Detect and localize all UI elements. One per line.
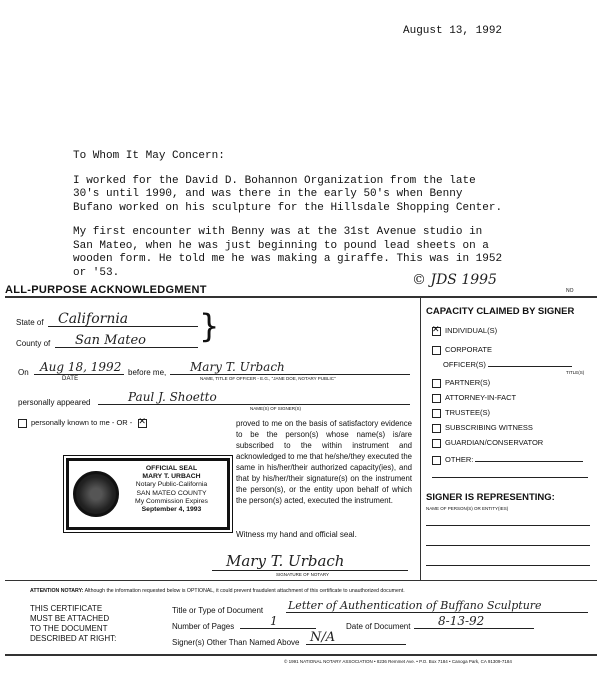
notary-signature-field[interactable] xyxy=(212,552,408,571)
doc-date-value: 8-13-92 xyxy=(438,614,485,628)
doc-title-field[interactable] xyxy=(286,596,588,613)
attention-notary xyxy=(30,588,405,594)
capacity-divider xyxy=(420,298,421,580)
other-line-2[interactable] xyxy=(432,476,588,478)
form-no-label: NO xyxy=(566,288,574,294)
letter-paragraph-2: My first encounter with Benny was at the 31st Avenue studio in San Mateo, when he was just beginning to pound lead sheets on a wooden form. He told me he was making a giraffe. This was in 1952 or '53. xyxy=(73,226,503,279)
representing-line-1[interactable] xyxy=(426,524,590,526)
state-seal-icon xyxy=(73,471,119,517)
doc-date-label: Date of Document xyxy=(346,622,411,631)
letter-date: August 13, 1992 xyxy=(403,25,503,37)
pages-value: 1 xyxy=(270,614,278,628)
seal-line-2: MARY T. URBACH xyxy=(142,473,201,481)
known-label: personally known to me - OR - xyxy=(31,418,133,427)
representing-title: SIGNER IS REPRESENTING: xyxy=(426,492,555,503)
pages-field[interactable] xyxy=(240,612,316,629)
capacity-option-officer: OFFICER(S) xyxy=(443,358,572,369)
representing-line-2[interactable] xyxy=(426,544,590,546)
form-footer: © 1991 NATIONAL NOTARY ASSOCIATION • 8236 Remmet Ave. • P.O. Box 7184 • Canoga Park, CA 91309-7184 xyxy=(284,659,512,664)
other-line[interactable] xyxy=(475,453,583,462)
doc-title-label: Title or Type of Document xyxy=(172,606,264,615)
trustee-checkbox[interactable] xyxy=(432,409,441,418)
other-signers-field[interactable] xyxy=(306,628,406,645)
other-signers-label: Signer(s) Other Than Named Above xyxy=(172,638,300,647)
partner-checkbox[interactable] xyxy=(432,379,441,388)
copyright-handwritten: © JDS 1995 xyxy=(412,272,497,288)
attention-bold: ATTENTION NOTARY: xyxy=(30,588,84,594)
notary-seal xyxy=(66,458,230,530)
form-title: ALL-PURPOSE ACKNOWLEDGMENT xyxy=(5,284,207,296)
corporate-checkbox[interactable] xyxy=(432,346,441,355)
proved-text: proved to me on the basis of satisfactory evidence to be the person(s) whose name(s) is/are subscribed to the within instrument and acknowledged to me that he/she/they executed the same in his/her/their authorized capacity(ies), and that by his/her/their signature(s) on the instrument the person(s), or the entity upon behalf of which the person(s) acted, executed the instrument. xyxy=(236,419,412,505)
officer-caption: NAME, TITLE OF OFFICER - E.G., "JANE DOE, NOTARY PUBLIC" xyxy=(200,376,336,381)
known-checkbox[interactable] xyxy=(18,419,27,428)
letter-salutation: To Whom It May Concern: xyxy=(73,150,225,162)
witness-text: Witness my hand and official seal. xyxy=(236,530,357,539)
capacity-option-witness[interactable]: SUBSCRIBING WITNESS xyxy=(432,423,533,433)
capacity-option-individual[interactable]: ✕INDIVIDUAL(S) xyxy=(432,326,497,336)
on-label: On xyxy=(18,368,29,377)
signer-field[interactable] xyxy=(98,388,410,405)
seal-line-6: September 4, 1993 xyxy=(141,506,202,514)
other-checkbox[interactable] xyxy=(432,456,441,465)
date-field[interactable] xyxy=(34,358,124,375)
titles-caption: TITLE(S) xyxy=(566,370,585,375)
notary-signature: Mary T. Urbach xyxy=(226,552,345,570)
proved-checkbox[interactable] xyxy=(138,419,147,428)
capacity-option-other[interactable]: OTHER: xyxy=(432,453,583,465)
signers-caption: NAME(S) OF SIGNER(S) xyxy=(250,406,302,411)
capacity-option-partner[interactable]: PARTNER(S) xyxy=(432,378,490,388)
attention-text: Although the information requested below is OPTIONAL, it could prevent fraudulent attachment of this certificate to unauthorized document. xyxy=(84,588,405,594)
state-value: California xyxy=(58,311,129,327)
capacity-option-attorney[interactable]: ATTORNEY-IN-FACT xyxy=(432,393,516,403)
letter-body xyxy=(73,150,503,280)
date-caption: DATE xyxy=(62,376,79,382)
other-signers-value: N/A xyxy=(310,630,336,645)
letter-paragraph-1: I worked for the David D. Bohannon Organization from the late 30's until 1990, and was there in the early 50's when Benny Bufano worked on his sculpture for the Hillsdale Shopping Center. xyxy=(73,174,503,214)
state-field[interactable] xyxy=(48,310,198,327)
individual-checkbox[interactable] xyxy=(432,327,441,336)
officer-field[interactable] xyxy=(170,358,410,375)
doc-date-field[interactable] xyxy=(414,612,534,629)
seal-line-4: SAN MATEO COUNTY xyxy=(136,489,207,497)
signature-caption: SIGNATURE OF NOTARY xyxy=(276,572,330,577)
doc-title-value: Letter of Authentication of Buffano Sculpture xyxy=(288,599,542,612)
date-value: Aug 18, 1992 xyxy=(40,360,122,374)
seal-line-3: Notary Public-California xyxy=(135,481,208,489)
officer-title-line[interactable] xyxy=(488,358,572,367)
capacity-option-guardian[interactable]: GUARDIAN/CONSERVATOR xyxy=(432,438,543,448)
attorney-checkbox[interactable] xyxy=(432,394,441,403)
officer-value: Mary T. Urbach xyxy=(190,360,285,374)
signer-value: Paul J. Shoetto xyxy=(128,390,217,404)
seal-line-5: My Commission Expires xyxy=(135,497,208,505)
county-field[interactable] xyxy=(55,331,198,348)
certificate-note: THIS CERTIFICATE MUST BE ATTACHED TO THE DOCUMENT DESCRIBED AT RIGHT: xyxy=(30,604,117,643)
appeared-label: personally appeared xyxy=(18,398,91,407)
county-value: San Mateo xyxy=(75,333,146,348)
known-row xyxy=(18,418,151,428)
state-county-brace: } xyxy=(199,307,220,345)
capacity-option-trustee[interactable]: TRUSTEE(S) xyxy=(432,408,490,418)
witness-checkbox[interactable] xyxy=(432,424,441,433)
seal-line-1: OFFICIAL SEAL xyxy=(145,465,198,472)
bottom-rule xyxy=(5,654,597,656)
pages-label: Number of Pages xyxy=(172,622,235,631)
capacity-title: CAPACITY CLAIMED BY SIGNER xyxy=(426,306,575,317)
county-label: County of xyxy=(16,339,51,348)
state-label: State of xyxy=(16,318,44,327)
guardian-checkbox[interactable] xyxy=(432,439,441,448)
before-me-label: before me, xyxy=(128,368,167,377)
representing-line-3[interactable] xyxy=(426,564,590,566)
capacity-option-corporate[interactable]: CORPORATE xyxy=(432,345,492,355)
representing-caption: NAME OF PERSON(S) OR ENTITY(IES) xyxy=(426,506,509,511)
seal-text xyxy=(119,465,224,514)
